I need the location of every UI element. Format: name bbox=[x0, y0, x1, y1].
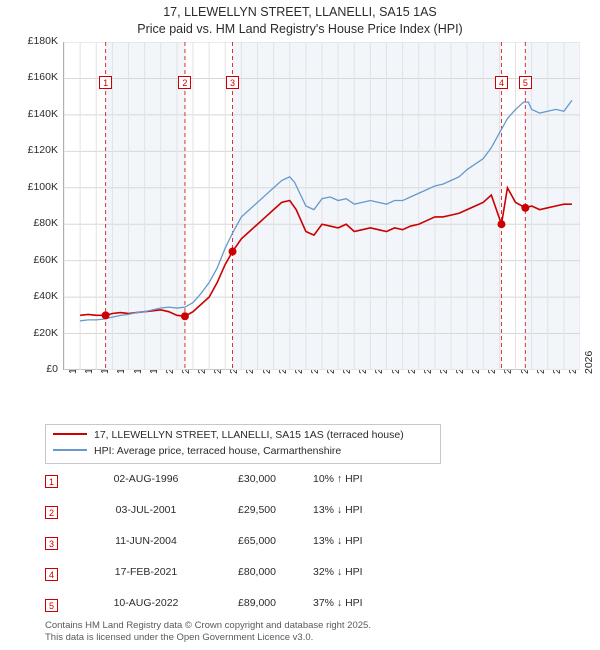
sale-index-badge: 2 bbox=[45, 506, 58, 519]
legend-color-swatch bbox=[53, 433, 87, 435]
legend-label: 17, LLEWELLYN STREET, LLANELLI, SA15 1AS (terraced house) bbox=[94, 429, 404, 441]
sale-price: £80,000 bbox=[238, 566, 276, 578]
sales-history-table bbox=[45, 471, 465, 626]
licence-line-2: This data is licensed under the Open Government Licence v3.0. bbox=[45, 632, 314, 643]
sale-hpi-delta: 37% ↓ HPI bbox=[313, 597, 363, 609]
y-axis-tick: £0 bbox=[46, 363, 58, 375]
sale-index-badge: 4 bbox=[45, 568, 58, 581]
page-title: 17, LLEWELLYN STREET, LLANELLI, SA15 1AS bbox=[163, 5, 437, 19]
sale-hpi-delta: 10% ↑ HPI bbox=[313, 473, 363, 485]
sale-hpi-delta: 13% ↓ HPI bbox=[313, 535, 363, 547]
legend-entry-hpi bbox=[53, 445, 341, 461]
x-axis-tick: 2026 bbox=[583, 350, 595, 374]
sale-price: £89,000 bbox=[238, 597, 276, 609]
sale-marker-5: 5 bbox=[519, 76, 532, 89]
table-row bbox=[45, 533, 465, 564]
y-axis-tick: £100K bbox=[27, 180, 58, 193]
sale-marker-2: 2 bbox=[178, 76, 191, 89]
sale-price: £30,000 bbox=[238, 473, 276, 485]
sale-marker-1: 1 bbox=[99, 76, 112, 89]
sale-hpi-delta: 32% ↓ HPI bbox=[313, 566, 363, 578]
legend-label: HPI: Average price, terraced house, Carmarthenshire bbox=[94, 445, 342, 457]
sale-date: 10-AUG-2022 bbox=[113, 597, 179, 609]
y-axis-tick: £80K bbox=[33, 217, 58, 230]
sale-price: £65,000 bbox=[238, 535, 276, 547]
sale-marker-4: 4 bbox=[495, 76, 508, 89]
sale-date: 03-JUL-2001 bbox=[115, 504, 177, 516]
sale-marker-3: 3 bbox=[226, 76, 239, 89]
table-row bbox=[45, 564, 465, 595]
chart-svg bbox=[64, 42, 580, 370]
sale-date: 17-FEB-2021 bbox=[114, 566, 178, 578]
y-axis-tick: £160K bbox=[27, 71, 58, 84]
y-axis-tick: £40K bbox=[33, 290, 58, 303]
sale-date: 02-AUG-1996 bbox=[113, 473, 179, 485]
chart-legend bbox=[45, 424, 441, 464]
sale-date: 11-JUN-2004 bbox=[115, 535, 177, 547]
sale-index-badge: 5 bbox=[45, 599, 58, 612]
y-axis-tick: £60K bbox=[33, 253, 58, 266]
y-axis-tick: £180K bbox=[27, 35, 58, 47]
table-row bbox=[45, 471, 465, 502]
legend-entry-property bbox=[53, 429, 404, 445]
sale-price: £29,500 bbox=[238, 504, 276, 516]
y-axis-tick: £120K bbox=[27, 144, 58, 157]
legend-color-swatch bbox=[53, 449, 87, 451]
table-row bbox=[45, 502, 465, 533]
sale-hpi-delta: 13% ↓ HPI bbox=[313, 504, 363, 516]
y-axis-tick: £20K bbox=[33, 326, 58, 339]
page-subtitle: Price paid vs. HM Land Registry's House Price Index (HPI) bbox=[137, 22, 463, 36]
sale-index-badge: 1 bbox=[45, 475, 58, 488]
copyright-line-1: Contains HM Land Registry data © Crown copyright and database right 2025. bbox=[45, 620, 371, 631]
price-chart-plot-area bbox=[63, 42, 579, 370]
sale-index-badge: 3 bbox=[45, 537, 58, 550]
y-axis-tick: £140K bbox=[27, 107, 58, 120]
